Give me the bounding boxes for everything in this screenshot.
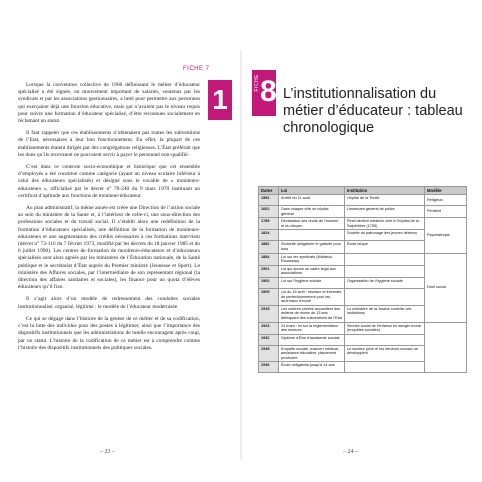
table-cell-loi: Diplôme d’État d’assistante sociale	[279, 334, 345, 345]
paragraph: Ce qui se dégage dans l’histoire de la genèse de ce métier et de sa codification, c’est la lutte des individus pour des postes à légitimer, ainsi que l’importance des dispositifs institutionnels que les administrations de tutelle encouragent après coup, par un statut. L’histoire de la codification de ce métier est à comprendre comme l’histoire des dispositifs institutionnels des politiques sociales.	[18, 315, 200, 351]
table-cell-loi: Loi sur l’hygiène sociale	[279, 277, 345, 288]
table-cell-institution	[345, 253, 425, 265]
table-cell-loi: Les centres privées accueillent des enfants de moins de 13 ans délinquant des subventions de l’Etat	[279, 305, 345, 322]
paragraph: Il s’agit alors d’un modèle de redressement des conduites sociales institutionnalisé, organisé, légitimé : le modèle de l’éducateur modernisée.	[18, 296, 200, 310]
chronology-table	[258, 186, 467, 373]
table-cell-date: 1909	[259, 288, 279, 305]
table-cell-modele: Religieux	[425, 195, 467, 206]
table-cell-institution	[345, 288, 425, 305]
table-cell-date: 1932	[259, 334, 279, 345]
table-cell-date: 1824	[259, 230, 279, 241]
column-header-institution: Institution	[345, 187, 425, 195]
table-cell-institution: Pinel devient médecin chef à l’hôpital de la Salpêtrière (1795)	[345, 218, 425, 230]
book-gutter	[240, 50, 242, 460]
table-cell-institution	[345, 362, 425, 373]
table-row	[259, 253, 467, 265]
table-cell-institution: Organisation de l’hygiène sociale	[345, 277, 425, 288]
table-row	[259, 218, 467, 230]
chapter-tab-right	[252, 70, 276, 116]
table-cell-date: 1884	[259, 253, 279, 265]
table-cell-date: 1662	[259, 206, 279, 218]
paragraph: Lorsque la convention collective de 1966 définissant le métier d’éducateur spécialisé a été signée, un mouvement important de salariés, soutenus par les syndicats et par les associations gestionnaires, a lutté pour permettre aux personnes qui exerçaient déjà une fonction éducative, mais qui n’avaient pas le niveau requis pour suivre une formation d’éducateur spécialisé, d’être reconnues socialement en réclamant un statut.	[18, 82, 200, 125]
table-row	[259, 206, 467, 218]
table-cell-institution: École laïque	[345, 241, 425, 253]
chapter-number-right: 8	[260, 75, 277, 108]
table-row	[259, 195, 467, 206]
table-cell-date: 1902	[259, 277, 279, 288]
table-cell-loi	[279, 230, 345, 241]
table-row	[259, 322, 467, 334]
table-cell-institution: Le ministère de la Justice contrôle ces institutions	[345, 305, 425, 322]
table-cell-modele: Droit social	[425, 253, 467, 322]
table-cell-institution: Le secteur privé et les services sociaux se développent	[345, 345, 425, 362]
table-cell-modele	[425, 322, 467, 373]
table-cell-institution	[345, 265, 425, 277]
table-cell-loi: Arrêté du 11 août	[279, 195, 345, 206]
table-cell-date: 1789	[259, 218, 279, 230]
table-cell-date: 1552	[259, 195, 279, 206]
table-cell-loi: Déclaration des droits de l’homme et du citoyen	[279, 218, 345, 230]
left-body-text	[18, 82, 200, 357]
table-cell-loi: École obligatoire jusqu’à 14 ans	[279, 362, 345, 373]
paragraph: C’est dans ce contexte socio-économique et historique que cet ensemble d’employés a été constitué comme catégorie (ayant un niveau scolaire inférieur à celui des éducateurs spécialisés) et désigné sous le vocable de « moniteurs-éducateurs », officialisé par le décret n° 70-240 du 9 mars 1970 instituant un certificat d’aptitude aux fonctions de moniteur-éducateur.	[18, 164, 200, 199]
table-cell-institution: Société du patronage des jeunes détenus	[345, 230, 425, 241]
paragraph: Il faut rappeler que ces établissements n’obtenaient pas toutes les subventions de l’Etat, nécessaires à leur bon fonctionnement. En effet, la plupart de ces établissements étaient dirigés par des congrégations religieuses. L’État préférait que les dons qu’ils recevaient ne pouvaient servir à payer le personnel non-qualifié.	[18, 130, 200, 158]
table-cell-date: 1901	[259, 265, 279, 277]
fiche-label-left: FICHE 7	[183, 66, 210, 72]
column-header-modele: Modèle	[425, 187, 467, 195]
page-number-left: – 23 –	[100, 449, 115, 455]
table-cell-loi: 24 mars : loi sur la réglementation des mineurs	[279, 322, 345, 334]
table-body	[259, 195, 467, 373]
fiche-label-right: FICHE	[254, 74, 260, 92]
paragraph: Au plan administratif, la même année est créée une Direction de l’action sociale au sein du ministère de la Santé et, à l’intérieur de celle-ci, une sous-direction des professions sociales et du travail social. Il s’établit alors une redéfinition de la formation d’éducateurs spécialisés, une définition de la formation de moniteurs-éducateurs et une augmentation des crédits nécessaires à ces formations intervient (décret n° 73-116 du 7 février 1973, modifié par les décrets du 18 janvier 1985 et du 6 juillet 1990). Les centres de formation de moniteurs-éducateurs et d’éducateurs spécialisés sont alors agréés par les ministères de l’Éducation nationale, de la Santé publique et le secrétariat d’État auprès du Premier ministre (Jeunesse et Sport). Le ministère des Affaires sociales, par l’intermédiaire de son représentant régional (la direction des affaires sanitaires et sociales), les finance pour un quota d’élèves éducateurs qu’il fixe.	[18, 205, 200, 291]
table-cell-date: 1882	[259, 241, 279, 253]
table-cell-loi: Loi sur les syndicats (Waldeck-Rousseau)	[279, 253, 345, 265]
page-number-right: – 24 –	[343, 449, 358, 455]
table-cell-loi: Loi du 15 avril : réseaux et internats de perfectionnement pour les anormaux d’école	[279, 288, 345, 305]
chapter-tab-left: 1	[208, 80, 232, 120]
table-cell-loi: Enquête sociale, examen médical, assistance éducative, placement provisoire	[279, 345, 345, 362]
table-header-row	[259, 187, 467, 195]
column-header-dates: Dates	[259, 187, 279, 195]
table-cell-date: 1936	[259, 362, 279, 373]
table-cell-institution: Lieutenant général de police	[345, 206, 425, 218]
table-cell-modele: Psychiatrique	[425, 218, 467, 253]
column-header-loi: Loi	[279, 187, 345, 195]
table-cell-loi: Scolarité obligatoire et gratuite pour tous	[279, 241, 345, 253]
table-cell-institution: Hôpital de la Trinité	[345, 195, 425, 206]
chronology-table-wrap	[258, 186, 466, 373]
table-cell-modele: Pénitent	[425, 206, 467, 218]
page-title: L’institutionnalisation du métier d’éducateur : tableau chronologique	[283, 86, 463, 136]
table-cell-institution: Service social de l’enfance en danger moral (enquêtes sociales)	[345, 322, 425, 334]
table-cell-date: 1935	[259, 345, 279, 362]
table-cell-date: 1923	[259, 322, 279, 334]
table-cell-date: 1915	[259, 305, 279, 322]
table-cell-institution	[345, 334, 425, 345]
table-cell-loi: Dans chaque ville un hôpital général	[279, 206, 345, 218]
table-cell-loi: Loi qui donne un cadre légal aux associations	[279, 265, 345, 277]
